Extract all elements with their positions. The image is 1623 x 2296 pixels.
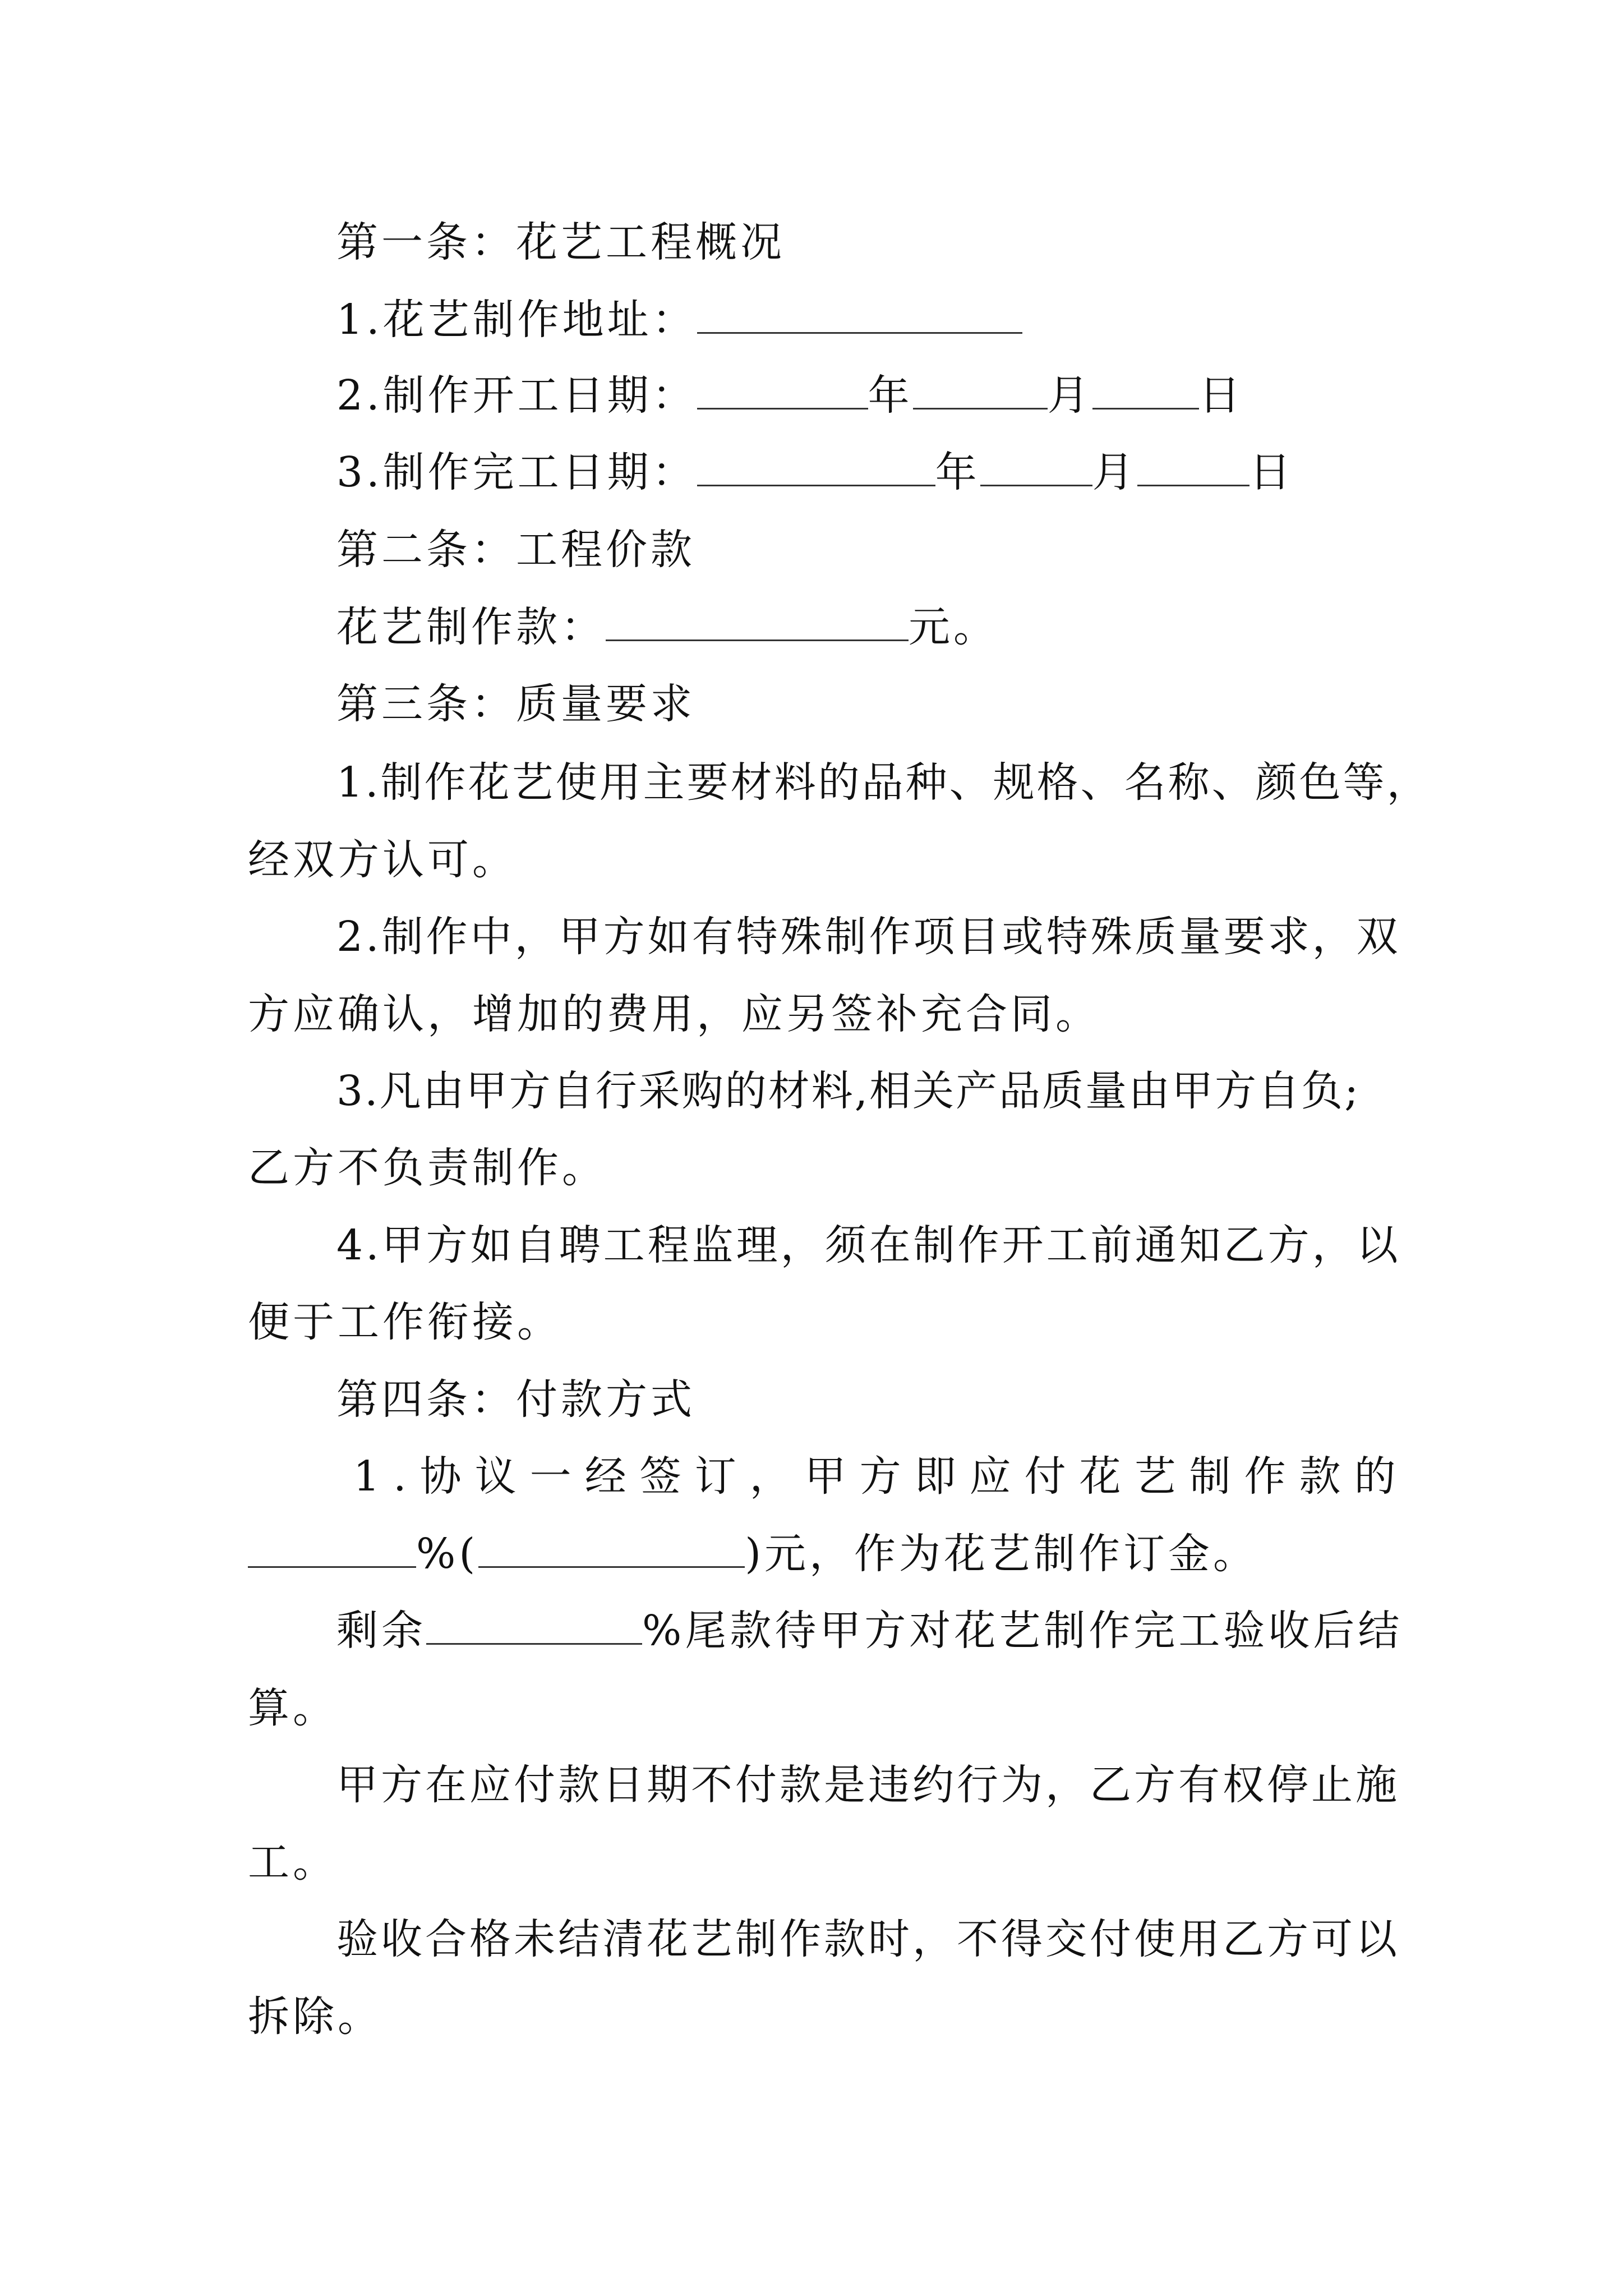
deposit-percent-blank <box>248 1527 416 1568</box>
price-blank <box>606 600 909 641</box>
article-4-p3-line2: 工。 <box>248 1838 338 1887</box>
start-date-label: 2.制作开工日期： <box>336 371 697 420</box>
article-3-p2-line2: 方应确认，增加的费用，应另签补充合同。 <box>248 990 1100 1038</box>
article-4-p3-line1: 甲方在应付款日期不付款是违约行为，乙方有权停止施 <box>336 1761 1400 1809</box>
balance-percent-blank <box>426 1604 642 1645</box>
article-1-heading: 第一条：花艺工程概况 <box>336 218 785 266</box>
article-4-p2-line1: 剩余 %尾款待甲方对花艺制作完工验收后结 <box>336 1603 1403 1659</box>
start-year-blank <box>697 369 868 409</box>
start-day-blank <box>1092 369 1199 409</box>
end-day-blank <box>1137 445 1249 486</box>
article-3-p3-line2: 乙方不负责制作。 <box>248 1144 607 1192</box>
price-label: 花艺制作款： <box>336 603 606 651</box>
article-4-heading: 第四条：付款方式 <box>336 1375 695 1424</box>
end-month-blank <box>980 445 1092 486</box>
price-line: 花艺制作款： 元。 <box>336 599 998 655</box>
start-month-blank <box>913 369 1048 409</box>
article-4-p2-line2: 算。 <box>248 1684 338 1732</box>
article-4-p4-line2: 拆除。 <box>248 1993 382 2041</box>
article-4-p4-line1: 验收合格未结清花艺制作款时，不得交付使用乙方可以 <box>336 1915 1400 1963</box>
end-date-label: 3.制作完工日期： <box>336 448 697 496</box>
article-4-p1-line1: 1.协议一经签订，甲方即应付花艺制作款的 <box>353 1452 1409 1501</box>
article-3-heading: 第三条：质量要求 <box>336 680 695 728</box>
start-date-line: 2.制作开工日期： 年 月 日 <box>336 367 1244 424</box>
address-label: 1.花艺制作地址： <box>336 296 697 344</box>
address-blank <box>697 293 1022 334</box>
end-year-blank <box>697 445 935 486</box>
deposit-amount-blank <box>478 1527 745 1568</box>
article-3-p1-line2: 经双方认可。 <box>248 836 517 884</box>
end-date-line: 3.制作完工日期： 年 月 日 <box>336 444 1294 500</box>
article-3-p3-line1: 3.凡由甲方自行采购的材料,相关产品质量由甲方自负; <box>336 1067 1361 1115</box>
article-3-p1-line1: 1.制作花艺使用主要材料的品种、规格、名称、颜色等， <box>336 758 1431 807</box>
article-3-p4-line2: 便于工作衔接。 <box>248 1298 562 1346</box>
article-3-p4-line1: 4.甲方如自聘工程监理，须在制作开工前通知乙方，以 <box>336 1221 1401 1269</box>
article-4-p1-line2: %( )元，作为花艺制作订金。 <box>248 1526 1258 1582</box>
article-3-p2-line1: 2.制作中，甲方如有特殊制作项目或特殊质量要求，双 <box>336 913 1401 961</box>
address-line <box>336 292 1022 348</box>
article-2-heading: 第二条：工程价款 <box>336 526 695 574</box>
